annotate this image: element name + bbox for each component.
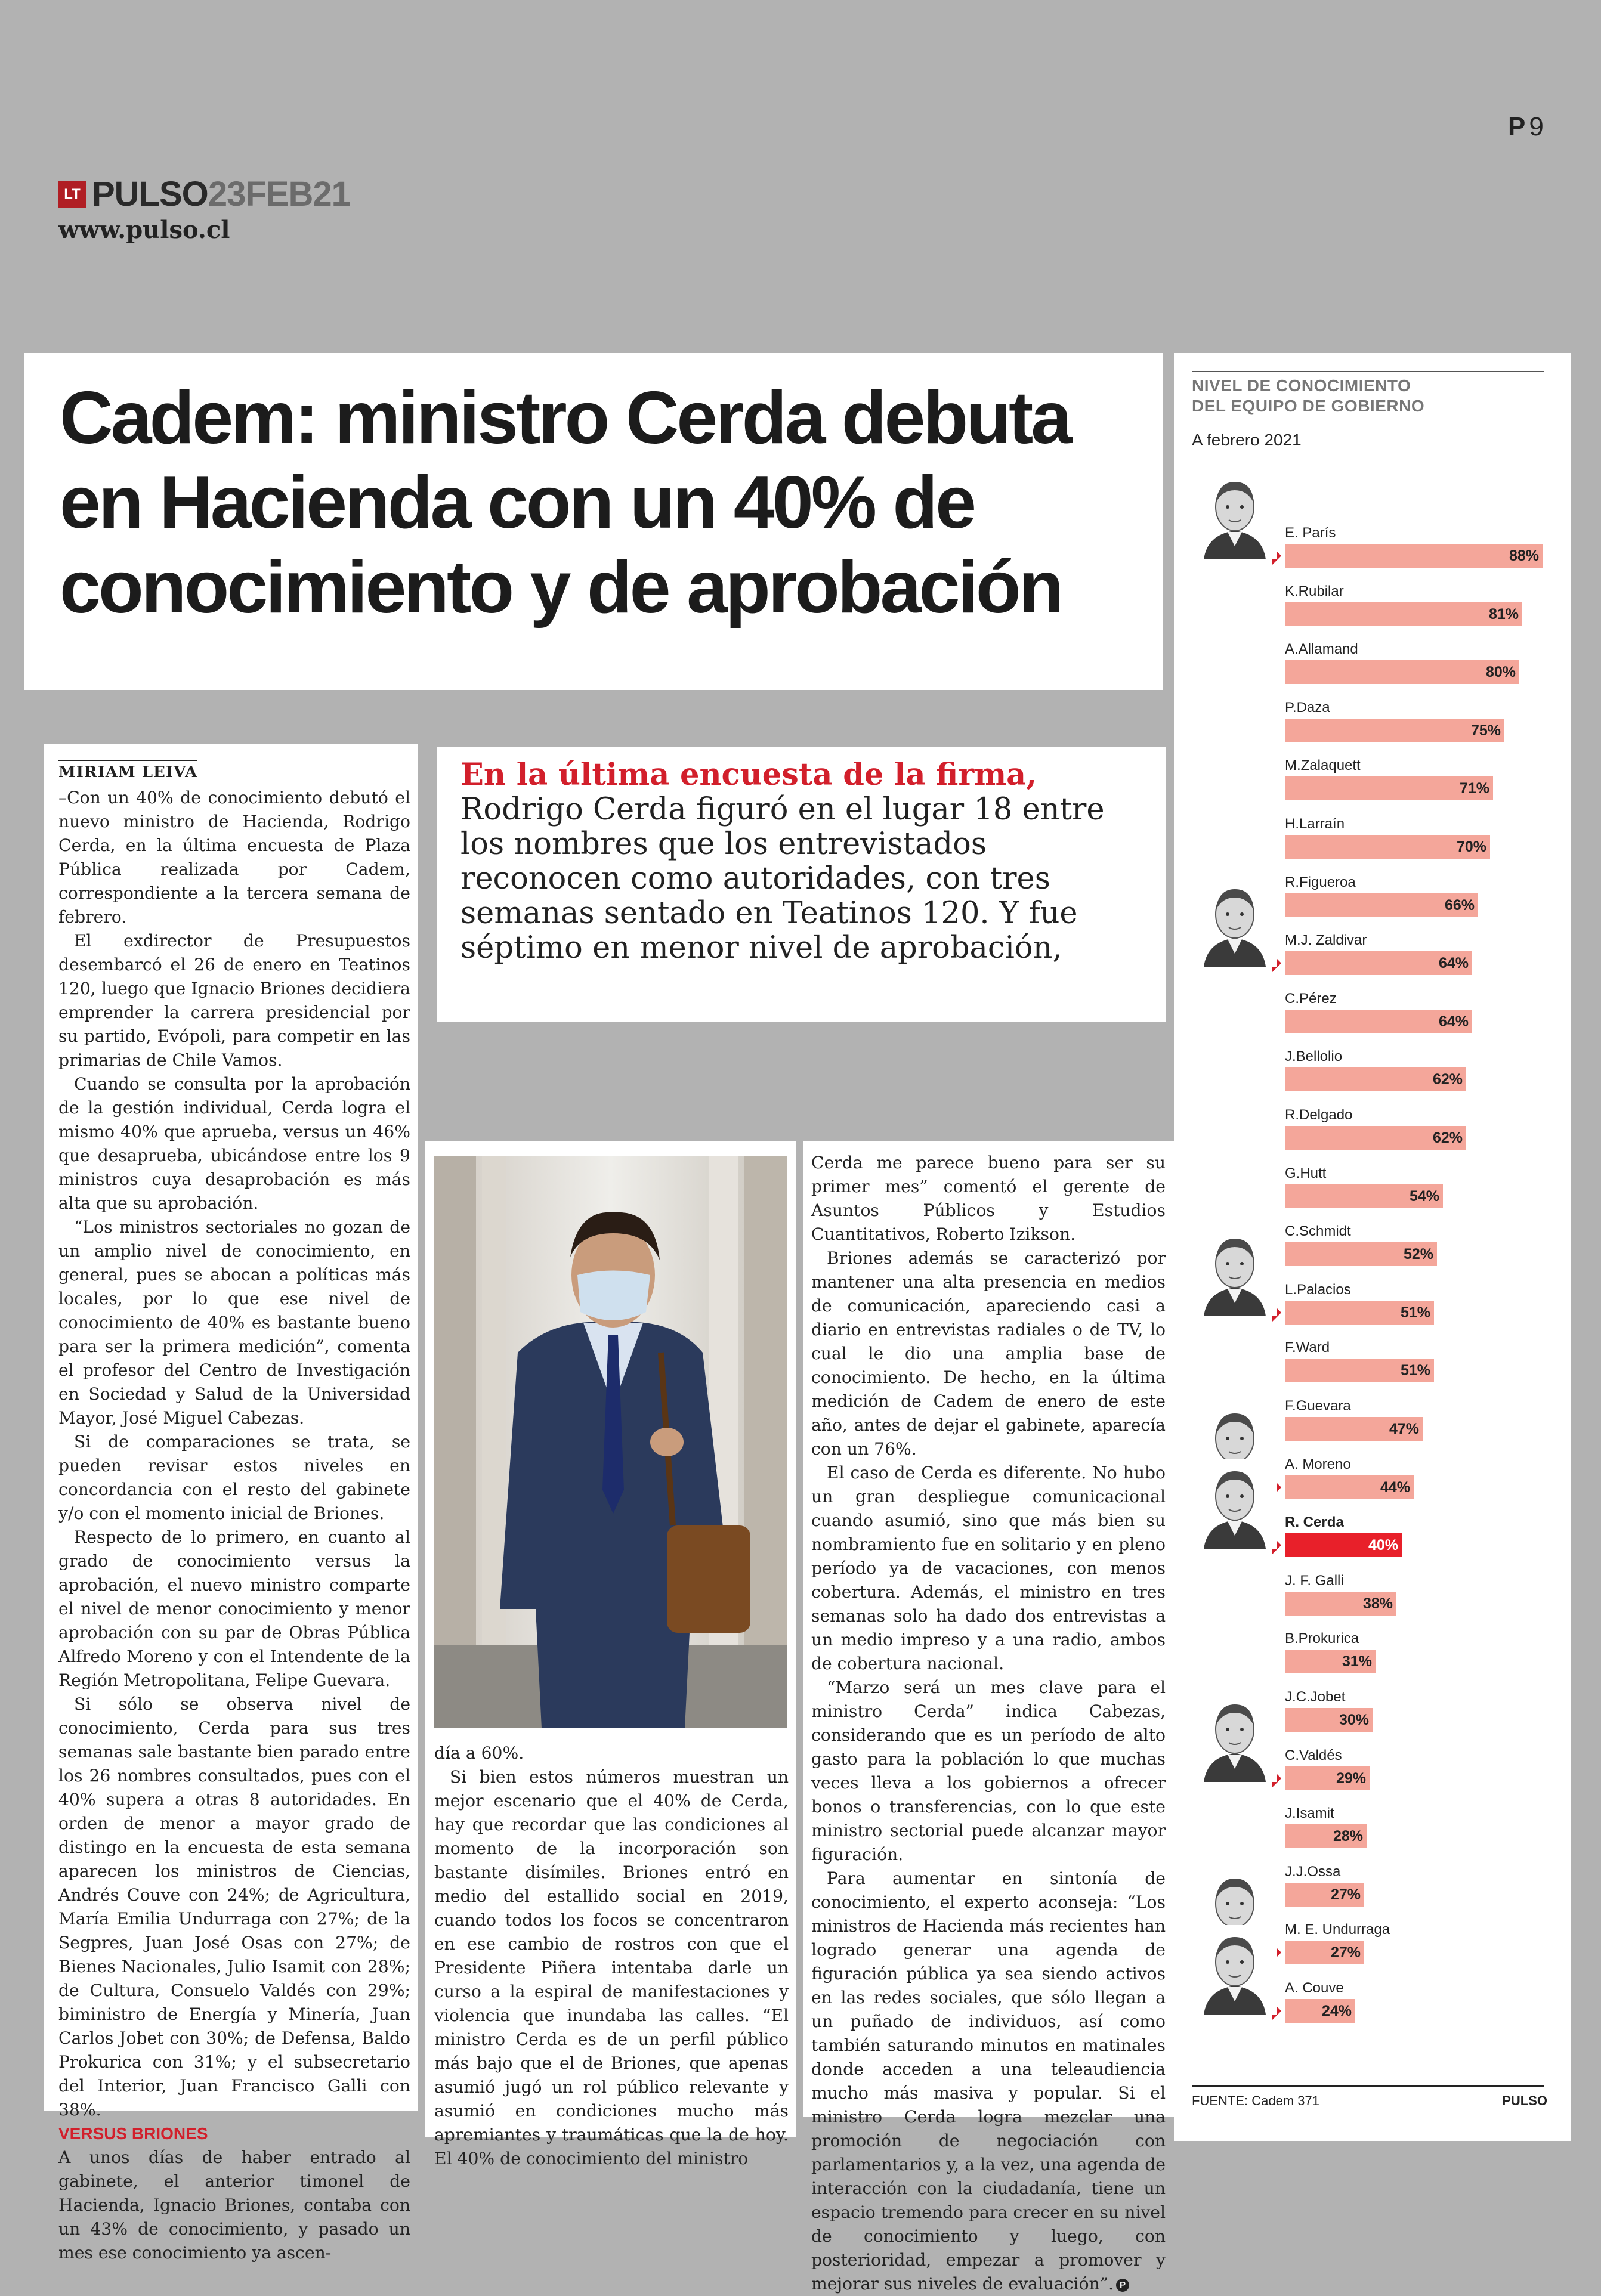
chart-value-label: 54% [1409, 1187, 1439, 1205]
minister-photo [434, 1156, 787, 1728]
chart-value-label: 64% [1438, 1013, 1469, 1030]
paragraph: Si bien estos números muestran un mejor escenario que el 40% de Cerda, hay que recordar que las condiciones al momento de la incorporación son bastante disímiles. Briones entró en medio del estallido social en 2019, cuando todos los focos se concentraron en ese cambio de rostros con que el Presidente Piñera intentaba darle un curso a la espiral de manifestaciones y violencia que inundaba las calles. “El ministro Cerda es de un perfil público más bajo que el de Briones, que apenas asumió jugó un rol público relevante y asumió en condiciones mucho más apremiantes y traumáticas que la de hoy. El 40% de conocimiento del ministro [434, 1767, 789, 2168]
chart-category-label: M.Zalaquett [1285, 757, 1361, 774]
chart-value-label: 71% [1459, 780, 1489, 797]
chart-category-label: J.J.Ossa [1285, 1863, 1341, 1880]
chart-category-label: E. París [1285, 525, 1336, 541]
minister-portrait-icon [1193, 1925, 1277, 2015]
minister-walking-photo [434, 1156, 787, 1728]
chart-category-label: H.Larraín [1285, 816, 1345, 832]
chart-category-label: J.Bellolio [1285, 1048, 1343, 1065]
minister-portrait-icon [1193, 1459, 1277, 1549]
paragraph: Cerda me parece bueno para ser su primer mes” comentó el gerente de Asuntos Públicos y Estudios Cuantitativos, Roberto Izikson. [811, 1153, 1166, 1244]
chart-category-label: J.Isamit [1285, 1805, 1334, 1822]
chart-category-label: R. Cerda [1285, 1514, 1344, 1531]
chart-value-label: 29% [1336, 1769, 1366, 1787]
paragraph: El exdirector de Presupuestos desembarcó el 26 de enero en Teatinos 120, luego que Ignacio Briones decidiera emprender la carrera presidencial por su partido, Evópoli, para competir en las primarias de Chile Vamos. [58, 931, 410, 1070]
end-mark-icon: P [1116, 2279, 1129, 2292]
chart-value-label: 31% [1342, 1653, 1372, 1670]
chart-brand: PULSO [1502, 2093, 1547, 2108]
chart-category-label: A. Moreno [1285, 1456, 1351, 1472]
knowledge-chart-panel [1174, 353, 1571, 2141]
headline-panel [24, 353, 1163, 690]
chart-category-label: C.Schmidt [1285, 1223, 1351, 1240]
chart-source: FUENTE: Cadem 371 [1192, 2093, 1319, 2108]
chart-value-label: 27% [1330, 1886, 1361, 1903]
chart-top-rule [1192, 371, 1544, 372]
pull-quote-panel [437, 747, 1166, 1022]
chart-value-label: 27% [1330, 1944, 1361, 1961]
paragraph: El caso de Cerda es diferente. No hubo un gran despliegue comunicacional cuando asumió, sino que más bien su nombramiento fue en solitario y en pleno período ya de vacaciones, con menos cobertura. Además, el ministro en tres semanas solo ha dado dos entrevistas a un medio impreso y a una radio, ambos de cobertura nacional. [811, 1463, 1166, 1673]
chart-value-label: 75% [1470, 722, 1501, 739]
chart-category-label: K.Rubilar [1285, 583, 1344, 599]
minister-portrait-icon [1193, 470, 1277, 559]
column-2-text [434, 1741, 789, 2171]
pull-quote-lead: En la última encuesta de la firma, [460, 757, 1037, 793]
chart-category-label: L.Palacios [1285, 1281, 1351, 1298]
chart-category-label: M.J. Zaldivar [1285, 932, 1367, 949]
article-column-3 [803, 1141, 1174, 2294]
page-number [1508, 112, 1544, 142]
paragraph: “Marzo será un mes clave para el ministro Cerda” indica Cabezas, considerando que es un período de alto gasto para la población lo que muchas veces lleva a los gobiernos a ofrecer bonos o transferencias, con lo que este ministro sectorial puede alcanzar mayor figuración. [811, 1678, 1166, 1864]
chart-value-label: 38% [1362, 1595, 1393, 1612]
column-3-text [811, 1151, 1166, 2296]
chart-value-label: 52% [1403, 1246, 1433, 1263]
column-1-text [58, 786, 410, 2265]
issue-date: 23FEB21 [208, 175, 350, 213]
chart-title [1192, 376, 1550, 416]
byline: MIRIAM LEIVA [58, 760, 197, 781]
chart-value-label: 88% [1509, 547, 1539, 564]
chart-value-label: 40% [1368, 1537, 1398, 1554]
chart-value-label: 62% [1432, 1071, 1463, 1088]
paragraph: día a 60%. [434, 1743, 524, 1763]
chart-title-line: NIVEL DE CONOCIMIENTO [1192, 376, 1411, 395]
chart-value-label: 51% [1400, 1304, 1430, 1321]
paragraph: Si sólo se observa nivel de conocimiento, Cerda para sus tres semanas sale bastante bien parado entre los 26 nombres consultados, pues con el 40% supera a otras 8 autoridades. En orden de menor a mayor grado de distingo en la encuesta de esta semana aparecen los ministros de Ciencias, Andrés Couve con 24%; de Agricultura, María Emilia Undurraga con 27%; de la Segpres, Juan José Osas con 27%; de Bienes Nacionales, Julio Isamit con 28%; de Cultura, Consuelo Valdés con 29%; biministro de Energía y Minería, Juan Carlos Jobet con 30%; de Defensa, Baldo Prokurica con 31%; y el subsecretario del Interior, Juan Francisco Galli con 38%. [58, 1694, 410, 2119]
chart-category-label: R.Delgado [1285, 1107, 1353, 1123]
chart-title-line: DEL EQUIPO DE GOBIERNO [1192, 397, 1425, 415]
chart-category-label: F.Ward [1285, 1339, 1330, 1356]
chart-value-label: 66% [1444, 896, 1475, 914]
chart-category-label: A.Allamand [1285, 641, 1358, 658]
chart-value-label: 51% [1400, 1362, 1430, 1379]
chart-value-label: 80% [1485, 664, 1516, 681]
headline: Cadem: ministro Cerda debuta en Hacienda con un 40% de conocimiento y de aprobación [60, 377, 1070, 629]
paragraph: Respecto de lo primero, en cuanto al grado de conocimiento versus la aprobación, el nuevo ministro comparte el nivel de menor conocimiento y menor aprobación con su par de Obras Pública Alfredo Moreno y con el Intendente de la Región Metropolitana, Felipe Guevara. [58, 1527, 410, 1690]
chart-value-label: 44% [1380, 1478, 1410, 1496]
chart-category-label: J. F. Galli [1285, 1572, 1344, 1589]
subhead: VERSUS BRIONES [58, 2124, 208, 2143]
paragraph-text: Para aumentar en sintonía de conocimiento, el experto aconseja: “Los ministros de Hacienda más recientes han logrado generar una agenda de figuración pública ya sea siendo activos en las redes sociales, que sólo llegan a un puñado de individuos, así como también saturando minutos en matinales donde acceden a una teleaudiencia mucho más masiva y popular. Si el ministro Cerda logra mezclar una promoción de negociación con parlamentarios y, a la vez, una agenda de interacción con la ciudadanía, tiene un espacio tremendo para crecer en su nivel de conocimiento y luego, con posterioridad, empezar a promover y mejorar sus niveles de evaluación”. [811, 1868, 1166, 2294]
chart-category-label: C.Pérez [1285, 990, 1337, 1007]
paragraph: Si de comparaciones se trata, se pueden revisar estos niveles en concordancia con el resto del gabinete y/o con el momento inicial de Briones. [58, 1432, 410, 1523]
chart-category-label: P.Daza [1285, 699, 1330, 716]
chart-category-label: B.Prokurica [1285, 1630, 1359, 1647]
paragraph: Cuando se consulta por la aprobación de la gestión individual, Cerda logra el mismo 40% que aprueba, versus un 46% que desaprueba, ubicándose entre los 9 ministros cuya desaprobación es más alta que su aprobación. [58, 1074, 410, 1213]
pull-quote [460, 757, 1152, 966]
website-link[interactable]: www.pulso.cl [58, 216, 230, 244]
chart-category-label: F.Guevara [1285, 1398, 1351, 1414]
paragraph: “Los ministros sectoriales no gozan de un amplio nivel de conocimiento, en general, pues se abocan a políticas más locales, por lo que ese nivel de conocimiento de 40% es bastante bueno para ser la primera medición”, comenta el profesor del Centro de Investigación en Sociedad y Salud de la Universidad Mayor, José Miguel Cabezas. [58, 1217, 410, 1428]
pulso-logo-word: PULSO [92, 175, 208, 213]
chart-bottom-rule [1192, 2085, 1544, 2087]
chart-category-label: C.Valdés [1285, 1747, 1342, 1763]
paragraph: A unos días de haber entrado al gabinete, el anterior timonel de Hacienda, Ignacio Briones, contaba con un 43% de conocimiento, y pasado un mes ese conocimiento ya ascen- [58, 2148, 410, 2263]
photo-column [425, 1141, 796, 2168]
paragraph: –Con un 40% de conocimiento debutó el nuevo ministro de Hacienda, Rodrigo Cerda, en la última encuesta de Plaza Pública realizada por Cadem, correspondiente a la tercera semana de febrero. [58, 788, 410, 927]
paragraph: Briones además se caracterizó por mantener una alta presencia en medios de comunicación, apareciendo casi a diario en entrevistas radiales o de TV, lo cual le dio una amplia base de conocimiento. De hecho, en la última medición de Cadem de enero de este año, antes de dejar el gabinete, aparecía con un 76%. [811, 1248, 1166, 1459]
article-column-1 [44, 744, 418, 2263]
chart-category-label: M. E. Undurraga [1285, 1921, 1390, 1938]
chart-value-label: 24% [1321, 2003, 1352, 2019]
chart-value-label: 28% [1333, 1828, 1363, 1845]
chart-category-label: A. Couve [1285, 1980, 1344, 1996]
page-number-value: 9 [1529, 112, 1544, 141]
chart-value-label: 64% [1438, 955, 1469, 972]
chart-category-label: R.Figueroa [1285, 874, 1356, 890]
pull-quote-text: Rodrigo Cerda figuró en el lugar 18 entre los nombres que los entrevistados reconocen como autoridades, con tres semanas sentado en Teatinos 120. Y fue séptimo en menor nivel de aprobación, [460, 792, 1105, 966]
minister-portrait-icon [1193, 1692, 1277, 1782]
chart-value-label: 30% [1339, 1712, 1369, 1728]
chart-value-label: 62% [1432, 1130, 1463, 1146]
paragraph [811, 1867, 1166, 2296]
chart-category-label: G.Hutt [1285, 1165, 1327, 1181]
chart-category-label: J.C.Jobet [1285, 1689, 1346, 1705]
minister-portrait-icon [1193, 877, 1277, 967]
chart-value-label: 81% [1488, 605, 1519, 623]
newspaper-logo [58, 174, 350, 214]
minister-portrait-icon [1193, 1227, 1277, 1316]
chart-subtitle: A febrero 2021 [1192, 431, 1302, 449]
chart-value-label: 47% [1389, 1421, 1419, 1437]
lt-badge-logo: LT [58, 181, 86, 208]
page-letter: P [1508, 112, 1526, 141]
chart-value-label: 70% [1456, 838, 1486, 855]
